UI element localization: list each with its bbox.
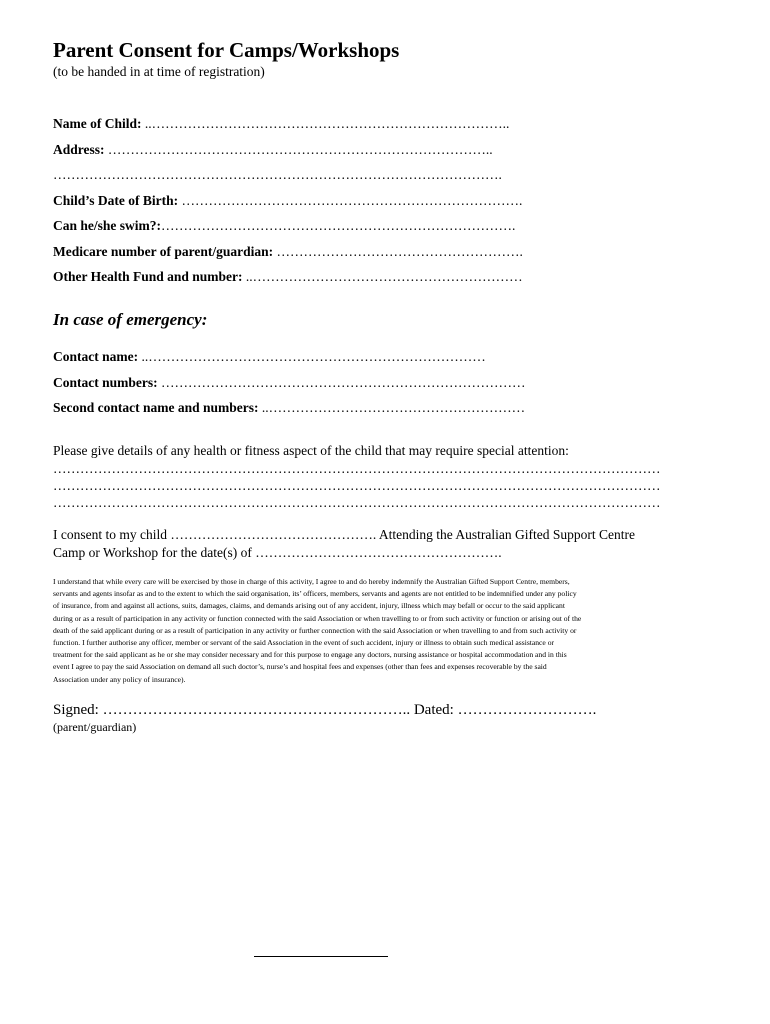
field-label: Other Health Fund and number: xyxy=(53,269,243,284)
legal-line: event I agree to pay the said Association on demand all such doctor’s, nurse’s and hospital fees and expenses (other than fees and expenses recoverable by the said xyxy=(53,662,547,672)
legal-line: servants and agents insofar as and to the extent to which the said organisation, its’ officers, members, servants and agents are not entitled to be indemnified under any policy xyxy=(53,589,577,599)
field-can-swim[interactable] xyxy=(53,218,515,234)
health-details-line-1[interactable]: ……………………………………………………………………………………………………………………… xyxy=(53,461,661,476)
field-dots: ..…………………………………………………………………….. xyxy=(141,116,510,131)
health-prompt: Please give details of any health or fitness aspect of the child that may require special attention: xyxy=(53,443,569,458)
field-child-date-of-birth[interactable] xyxy=(53,193,522,209)
emergency-heading: In case of emergency: xyxy=(53,310,208,329)
consent-statement-line-1[interactable]: I consent to my child ………………………………………. Attending the Australian Gifted Support Centre xyxy=(53,527,635,542)
field-name-of-child[interactable] xyxy=(53,116,509,132)
health-details-line-2[interactable]: ……………………………………………………………………………………………………………………… xyxy=(53,478,661,493)
signature-note: (parent/guardian) xyxy=(53,720,137,734)
legal-line: I understand that while every care will be exercised by those in charge of this activity, I agree to and do hereby indemnify the Australian Gifted Support Centre, members, xyxy=(53,577,570,586)
legal-line: of insurance, from and against all actions, suits, damages, claims, and demands arising out of any accident, injury, illness which may befall or occur to the said applicant xyxy=(53,601,565,611)
field-label: Can he/she swim?: xyxy=(53,218,162,233)
field-dots: ……………………………………………………………………. xyxy=(161,218,516,233)
field-dots: ………………………………………………………………………………………. xyxy=(53,167,502,182)
footer-rule xyxy=(254,956,388,957)
field-label: Child’s Date of Birth: xyxy=(53,193,179,208)
field-contact-numbers[interactable] xyxy=(53,375,526,391)
field-label: Second contact name and numbers: xyxy=(53,400,259,415)
page-subtitle: (to be handed in at time of registration) xyxy=(53,64,265,79)
field-dots: ..…………………………………………………… xyxy=(242,269,523,284)
field-address-line-2[interactable] xyxy=(53,167,502,183)
page-title: Parent Consent for Camps/Workshops xyxy=(53,38,400,62)
field-label: Contact name: xyxy=(53,349,139,364)
field-label: Address: xyxy=(53,142,105,157)
field-medicare-number[interactable] xyxy=(53,244,523,260)
field-second-contact[interactable] xyxy=(53,400,525,416)
field-label: Name of Child: xyxy=(53,116,142,131)
health-details-line-3[interactable]: ……………………………………………………………………………………………………………………… xyxy=(53,495,661,510)
signature-line[interactable]: Signed: …………………………………………………….. Dated: ………………………. xyxy=(53,702,597,718)
legal-line: Association under any policy of insurance). xyxy=(53,674,186,684)
legal-line: during or as a result of participation in any activity or function connected with the said Association or when travelling to or from such activity or function or arising out of the xyxy=(53,613,582,623)
field-label: Medicare number of parent/guardian: xyxy=(53,244,274,259)
legal-line: function. I further authorise any officer, member or servant of the said Association in the event of such accident, injury or illness to obtain such medical assistance or xyxy=(53,638,555,648)
consent-statement-line-2[interactable]: Camp or Workshop for the date(s) of ………………………………………………. xyxy=(53,545,502,560)
legal-line: treatment for the said applicant as he or she may consider necessary and for this purpose to engage any doctors, nursing assistance or hospital accommodation and in this xyxy=(53,650,567,660)
field-dots: …………………………………………………………………. xyxy=(178,193,523,208)
field-address[interactable] xyxy=(53,142,493,158)
indemnity-clause xyxy=(53,576,717,686)
field-contact-name[interactable] xyxy=(53,349,486,365)
field-label: Contact numbers: xyxy=(53,375,158,390)
field-dots: ………………………………………………………………………….. xyxy=(104,142,493,157)
legal-line: death of the said applicant during or as a result of participation in any activity or further connection with the said Association or when travelling to and from such activity or xyxy=(53,625,577,635)
field-dots: ..………………………………………………………………… xyxy=(138,349,486,364)
field-dots: ..………………………………………………… xyxy=(258,400,526,415)
field-dots: ……………………………………………………………………… xyxy=(157,375,526,390)
field-other-health-fund[interactable] xyxy=(53,269,523,285)
field-dots: ………………………………………………. xyxy=(273,244,523,259)
